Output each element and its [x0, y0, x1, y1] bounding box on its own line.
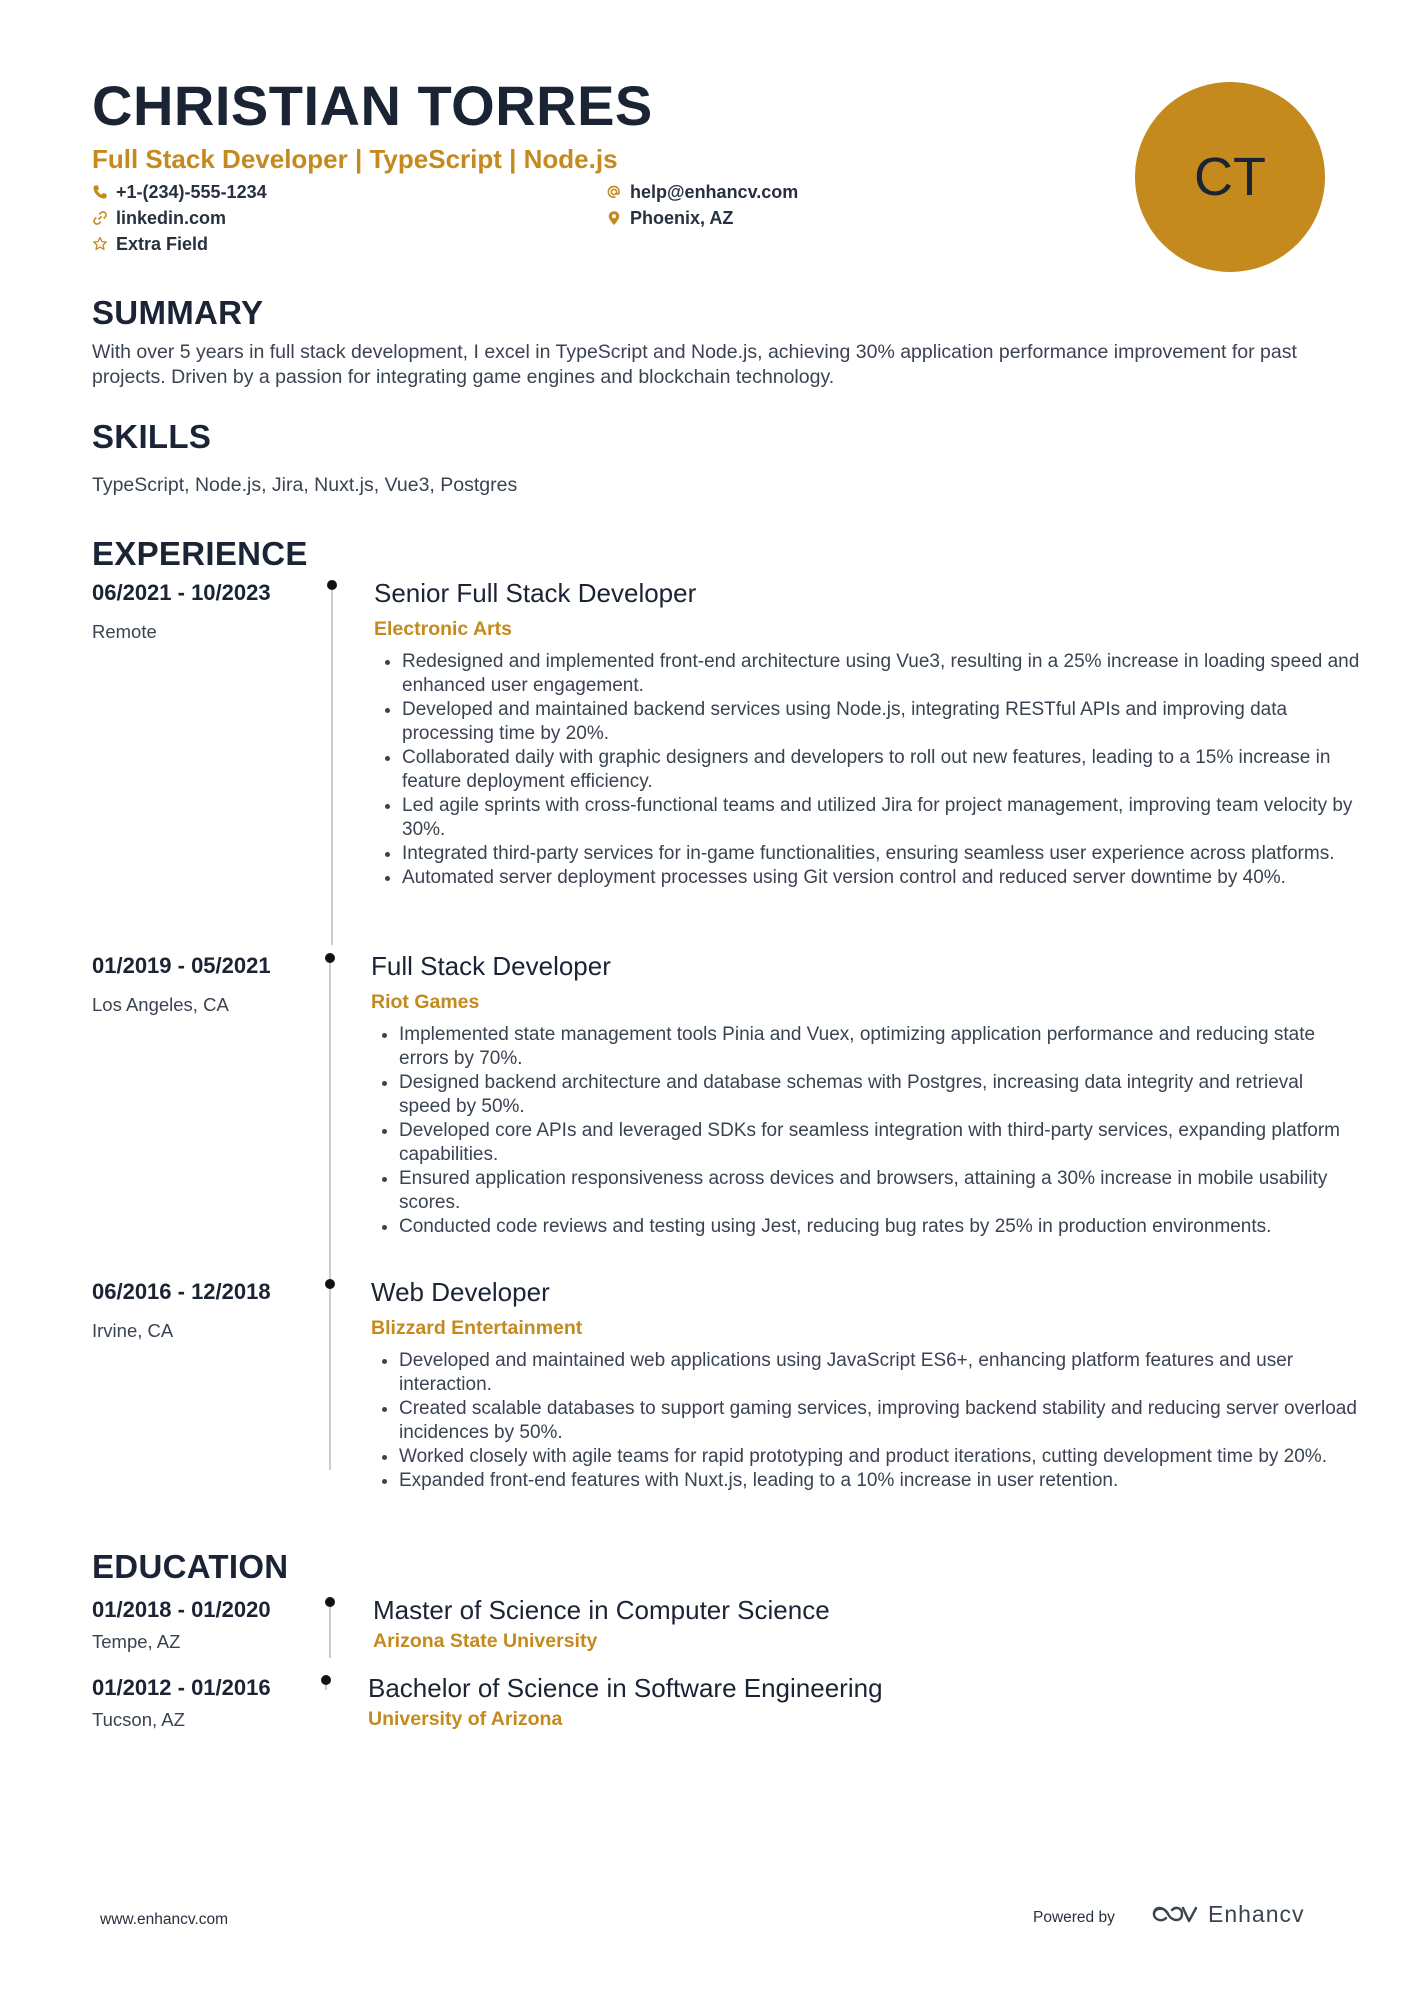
- contact-extra: [92, 235, 208, 253]
- list-item: • Developed and maintained web applications using JavaScript ES6+, enhancing platform features and user interaction.: [399, 1349, 1359, 1397]
- list-item: • Integrated third-party services for in-game functionalities, ensuring seamless user experience across platforms.: [402, 842, 1362, 866]
- skills-text: TypeScript, Node.js, Jira, Nuxt.js, Vue3, Postgres: [92, 474, 518, 496]
- candidate-name: CHRISTIAN TORRES: [92, 74, 653, 137]
- education-heading: EDUCATION: [92, 1548, 289, 1585]
- list-item: • Designed backend architecture and database schemas with Postgres, increasing data integrity and retrieval speed by 50%.: [399, 1071, 1359, 1119]
- job-dates: 06/2021 - 10/2023: [92, 580, 271, 605]
- degree-title: Bachelor of Science in Software Engineering: [368, 1673, 883, 1703]
- contact-email: [606, 183, 798, 201]
- company-name: Blizzard Entertainment: [371, 1317, 583, 1339]
- job-title: Full Stack Developer: [371, 951, 611, 981]
- timeline-line: [329, 958, 331, 1280]
- degree-title: Master of Science in Computer Science: [373, 1595, 830, 1625]
- school-name: Arizona State University: [373, 1630, 598, 1652]
- star-icon: [92, 236, 108, 252]
- list-item: • Created scalable databases to support gaming services, improving backend stability and reducing server overload incidences by 50%.: [399, 1397, 1359, 1445]
- list-item: • Conducted code reviews and testing using Jest, reducing bug rates by 25% in production environments.: [399, 1215, 1359, 1239]
- education-location: Tucson, AZ: [92, 1709, 185, 1730]
- job-location: Irvine, CA: [92, 1320, 174, 1341]
- timeline-dot: [327, 580, 337, 590]
- contact-linkedin: [92, 209, 226, 227]
- list-item: • Collaborated daily with graphic designers and developers to roll out new features, leading to a 15% increase in feature deployment efficiency.: [402, 746, 1362, 794]
- list-item: • Developed and maintained backend services using Node.js, integrating RESTful APIs and improving data processing time by 20%.: [402, 698, 1362, 746]
- phone-text: +1-(234)-555-1234: [116, 182, 267, 202]
- summary-text: With over 5 years in full stack development, I excel in TypeScript and Node.js, achieving 30% application performance improvement for past projects. Driven by a passion for integrating game engines and blockchain technology.: [92, 341, 1297, 388]
- job-dates: 06/2016 - 12/2018: [92, 1279, 271, 1304]
- timeline-dot: [321, 1675, 331, 1685]
- contact-phone: [92, 183, 267, 201]
- avatar: CT: [1135, 82, 1325, 272]
- email-link[interactable]: help@enhancv.com: [630, 182, 799, 202]
- job-title: Web Developer: [371, 1277, 550, 1307]
- footer-website-link[interactable]: www.enhancv.com: [100, 1911, 229, 1928]
- company-name: Riot Games: [371, 991, 480, 1013]
- job-location: Los Angeles, CA: [92, 994, 229, 1015]
- enhancv-logo-icon: [1150, 1900, 1200, 1928]
- timeline-line: [329, 1602, 331, 1658]
- education-dates: 01/2018 - 01/2020: [92, 1597, 271, 1622]
- list-item: • Automated server deployment processes using Git version control and reduced server downtime by 40%.: [402, 866, 1362, 890]
- job-title: Senior Full Stack Developer: [374, 578, 697, 608]
- candidate-headline: Full Stack Developer | TypeScript | Node.js: [92, 144, 618, 174]
- job-bullets: [371, 1349, 1359, 1493]
- location-text: Phoenix, AZ: [630, 208, 734, 228]
- powered-by-label: Powered by: [1033, 1909, 1115, 1926]
- contact-location: [606, 209, 733, 227]
- timeline-line: [329, 1284, 331, 1470]
- list-item: • Ensured application responsiveness across devices and browsers, attaining a 30% increase in mobile usability scores.: [399, 1167, 1359, 1215]
- summary-heading: SUMMARY: [92, 294, 264, 331]
- brand-name: Enhancv: [1208, 1900, 1305, 1927]
- at-icon: [606, 184, 622, 200]
- link-icon: [92, 210, 108, 226]
- company-name: Electronic Arts: [374, 618, 512, 640]
- linkedin-link[interactable]: linkedin.com: [116, 208, 227, 228]
- education-dates: 01/2012 - 01/2016: [92, 1675, 271, 1700]
- job-dates: 01/2019 - 05/2021: [92, 953, 271, 978]
- extra-field-text: Extra Field: [116, 234, 209, 254]
- list-item: • Expanded front-end features with Nuxt.js, leading to a 10% increase in user retention.: [399, 1469, 1359, 1493]
- job-location: Remote: [92, 621, 157, 642]
- skills-heading: SKILLS: [92, 418, 212, 455]
- experience-heading: EXPERIENCE: [92, 535, 308, 572]
- education-location: Tempe, AZ: [92, 1631, 181, 1652]
- list-item: • Led agile sprints with cross-functional teams and utilized Jira for project management, improving team velocity by 30%.: [402, 794, 1362, 842]
- timeline-dot: [325, 1279, 335, 1289]
- school-name: University of Arizona: [368, 1708, 563, 1730]
- list-item: • Worked closely with agile teams for rapid prototyping and product iterations, cutting development time by 20%.: [399, 1445, 1359, 1469]
- timeline-dot: [325, 953, 335, 963]
- map-pin-icon: [606, 210, 622, 226]
- timeline-dot: [325, 1597, 335, 1607]
- list-item: • Developed core APIs and leveraged SDKs for seamless integration with third-party services, expanding platform capabilities.: [399, 1119, 1359, 1167]
- brand-logo[interactable]: [1150, 1900, 1305, 1928]
- job-bullets: [374, 650, 1362, 890]
- list-item: • Redesigned and implemented front-end architecture using Vue3, resulting in a 25% increase in loading speed and enhanced user engagement.: [402, 650, 1362, 698]
- timeline-line: [331, 585, 333, 945]
- job-bullets: [371, 1023, 1359, 1239]
- list-item: • Implemented state management tools Pinia and Vuex, optimizing application performance and reducing state errors by 70%.: [399, 1023, 1359, 1071]
- phone-icon: [92, 184, 108, 200]
